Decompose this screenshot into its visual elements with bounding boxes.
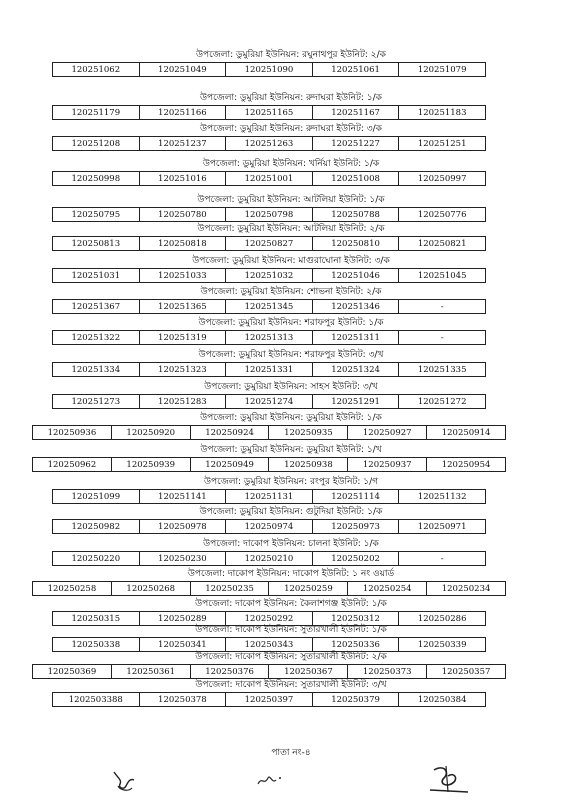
- id-cell: 120251008: [313, 172, 400, 185]
- id-cell: 120251016: [140, 172, 227, 185]
- id-row: [52, 489, 486, 504]
- id-cell: 120251079: [417, 65, 467, 75]
- id-cell: 120250949: [191, 458, 270, 471]
- id-cell: 120251345: [226, 300, 313, 313]
- id-cell: 120250361: [112, 665, 191, 678]
- id-cell: 120250971: [417, 522, 467, 532]
- id-cell: 120251291: [313, 395, 400, 408]
- section-header: উপজেলা: ডুমুরিয়া ইউনিয়ন: মাগুরাঘোনা ইউনিট: ৩/ক: [192, 256, 390, 266]
- section-header: উপজেলা: ডুমুরিয়া ইউনিয়ন: খর্নিয়া ইউনিট: ১/ক: [202, 159, 380, 169]
- id-row: [52, 519, 486, 534]
- id-cell: 120250974: [226, 520, 313, 533]
- section-header: উপজেলা: দাকোপ ইউনিয়ন: সুতারখালী ইউনিট: ১/ক: [195, 625, 387, 635]
- id-cell: 120250369: [33, 665, 112, 678]
- id-row: [32, 457, 506, 472]
- id-cell: 120251367: [53, 300, 140, 313]
- id-cell: 120250780: [140, 208, 227, 221]
- section-header: উপজেলা: ডুমুরিয়া ইউনিয়ন: রুদাঘরা ইউনিট: ৩/ক: [200, 124, 382, 134]
- id-cell: 120250289: [140, 612, 227, 625]
- id-cell: 120250397: [226, 693, 313, 706]
- id-cell: 120251179: [53, 106, 140, 119]
- section-header: উপজেলা: ডুমুরিয়া ইউনিয়ন: রঘুনাথপুর ইউনিট: ২/ক: [196, 50, 386, 60]
- id-cell: 120251251: [417, 139, 467, 149]
- id-cell: 120250938: [269, 458, 348, 471]
- id-cell: 120250914: [441, 428, 491, 438]
- id-cell: 120251090: [226, 63, 313, 76]
- id-row: [52, 236, 486, 251]
- section-header: উপজেলা: দাকোপ ইউনিয়ন: দাকোপ ইউনিট: ১ নং ওয়ার্ড: [187, 569, 395, 579]
- id-cell: 120250924: [191, 426, 270, 439]
- id-row: [32, 581, 506, 596]
- id-cell: 120251319: [140, 331, 227, 344]
- id-cell: 120250258: [33, 582, 112, 595]
- id-cell: 120250202: [313, 552, 400, 565]
- id-cell: 120250268: [112, 582, 191, 595]
- section-header: উপজেলা: ডুমুরিয়া ইউনিয়ন: আটলিয়া ইউনিট: ২/ক: [197, 224, 385, 234]
- section-header: উপজেলা: ডুমুরিয়া ইউনিয়ন: সাহস ইউনিট: ৩/খ: [204, 382, 378, 392]
- id-cell: 120251334: [53, 363, 140, 376]
- signature-left: [108, 768, 144, 794]
- id-cell: 120250234: [441, 584, 491, 594]
- id-cell: 120251322: [53, 331, 140, 344]
- id-row: [52, 551, 486, 566]
- section-header: উপজেলা: ডুমুরিয়া ইউনিয়ন: রুদাঘরা ইউনিট: ১/ক: [200, 93, 382, 103]
- id-cell: 120250286: [417, 614, 467, 624]
- id-cell: 120250978: [140, 520, 227, 533]
- id-cell: 120250788: [313, 208, 400, 221]
- id-cell: 120251131: [226, 490, 313, 503]
- id-cell: 120251166: [140, 106, 227, 119]
- id-cell: 120250827: [226, 237, 313, 250]
- id-cell: -: [440, 302, 444, 312]
- id-cell: 120250982: [53, 520, 140, 533]
- section-header: উপজেলা: ডুমুরিয়া ইউনিয়ন: ডুমুরিয়া ইউনিট: ১/ক: [200, 413, 382, 423]
- section-header: উপজেলা: ডুমুরিয়া ইউনিয়ন: শরাফপুর ইউনিট: ১/ক: [198, 318, 384, 328]
- signature-right: [424, 762, 472, 796]
- id-cell: 120250339: [417, 640, 467, 650]
- id-row: [52, 171, 486, 186]
- id-cell: 120250776: [417, 210, 467, 220]
- id-cell: 120250292: [226, 612, 313, 625]
- id-cell: 120250341: [140, 638, 227, 651]
- id-cell: 120250357: [441, 667, 491, 677]
- id-cell: 120251114: [313, 490, 400, 503]
- id-cell: 120250220: [53, 552, 140, 565]
- id-row: [52, 362, 486, 377]
- id-cell: 120250997: [417, 174, 467, 184]
- id-cell: 120250336: [313, 638, 400, 651]
- id-cell: 120251183: [417, 108, 467, 118]
- id-cell: 120251165: [226, 106, 313, 119]
- id-cell: 120250379: [313, 693, 400, 706]
- id-cell: 120251313: [226, 331, 313, 344]
- id-cell: 120251049: [140, 63, 227, 76]
- section-header: উপজেলা: ডুমুরিয়া ইউনিয়ন: গুটুদিয়া ইউনিট: ১/ক: [199, 507, 383, 517]
- id-row: [32, 664, 506, 679]
- id-row: [52, 637, 486, 652]
- id-cell: 120250235: [191, 582, 270, 595]
- id-cell: 120250810: [313, 237, 400, 250]
- id-cell: 120251331: [226, 363, 313, 376]
- id-cell: 120250315: [53, 612, 140, 625]
- id-row: [52, 299, 486, 314]
- id-cell: 120250821: [417, 239, 467, 249]
- id-cell: 120250813: [53, 237, 140, 250]
- id-cell: 120250343: [226, 638, 313, 651]
- signature-middle: [254, 770, 286, 790]
- section-header: উপজেলা: ডুমুরিয়া ইউনিয়ন: শোভনা ইউনিট: ২/ক: [200, 287, 382, 297]
- section-header: উপজেলা: দাকোপ ইউনিয়ন: কৈলাশগঞ্জ ইউনিট: ১/ক: [195, 599, 387, 609]
- section-header: উপজেলা: দাকোপ ইউনিয়ন: চালনা ইউনিট: ১/ক: [203, 539, 379, 549]
- id-cell: 120251237: [140, 137, 227, 150]
- id-cell: 120250962: [33, 458, 112, 471]
- id-row: [52, 692, 486, 707]
- id-cell: 120250954: [441, 460, 491, 470]
- id-row: [52, 330, 486, 345]
- id-cell: 120251045: [417, 271, 467, 281]
- id-cell: 120251365: [140, 300, 227, 313]
- section-header: উপজেলা: দাকোপ ইউনিয়ন: সুতারখালী ইউনিট: ৩/খ: [195, 680, 387, 690]
- id-row: [52, 136, 486, 151]
- section-header: উপজেলা: ডুমুরিয়া ইউনিয়ন: ডুমুরিয়া ইউনিট: ১/খ: [200, 445, 382, 455]
- section-header: উপজেলা: দাকোপ ইউনিয়ন: সুতারখালী ইউনিট: ২/ক: [195, 652, 387, 662]
- id-cell: 120250230: [140, 552, 227, 565]
- id-cell: 120251061: [313, 63, 400, 76]
- id-cell: 120251141: [140, 490, 227, 503]
- id-cell: 120250378: [140, 693, 227, 706]
- id-row: [32, 425, 506, 440]
- id-cell: 120251167: [313, 106, 400, 119]
- id-cell: 120250936: [33, 426, 112, 439]
- id-cell: 120250998: [53, 172, 140, 185]
- id-cell: 120250259: [269, 582, 348, 595]
- id-cell: 120251273: [53, 395, 140, 408]
- id-cell: 120250384: [417, 695, 467, 705]
- id-cell: 120250376: [191, 665, 270, 678]
- id-cell: 120250920: [112, 426, 191, 439]
- section-header: উপজেলা: ডুমুরিয়া ইউনিয়ন: আটলিয়া ইউনিট: ১/ক: [197, 195, 385, 205]
- id-row: [52, 611, 486, 626]
- id-cell: 120250254: [348, 582, 427, 595]
- id-cell: 120250795: [53, 208, 140, 221]
- section-header: উপজেলা: ডুমুরিয়া ইউনিয়ন: শরাফপুর ইউনিট: ৩/খ: [198, 350, 384, 360]
- id-cell: 120251001: [226, 172, 313, 185]
- id-row: [52, 105, 486, 120]
- id-cell: 120251274: [226, 395, 313, 408]
- section-header: উপজেলা: ডুমুরিয়া ইউনিয়ন: রংপুর ইউনিট: ১/গ: [203, 477, 379, 487]
- id-cell: 120251283: [140, 395, 227, 408]
- id-cell: 120250338: [53, 638, 140, 651]
- id-cell: 120250973: [313, 520, 400, 533]
- id-cell: 120251263: [226, 137, 313, 150]
- id-cell: 120251323: [140, 363, 227, 376]
- id-row: [52, 268, 486, 283]
- id-cell: 120251132: [417, 492, 467, 502]
- id-cell: 120251032: [226, 269, 313, 282]
- id-cell: 120250373: [348, 665, 427, 678]
- id-cell: 120250937: [348, 458, 427, 471]
- id-row: [52, 394, 486, 409]
- id-cell: 120251099: [53, 490, 140, 503]
- id-cell: 120251272: [417, 397, 467, 407]
- id-cell: 120251346: [313, 300, 400, 313]
- id-cell: 120250927: [348, 426, 427, 439]
- id-cell: 120251208: [53, 137, 140, 150]
- id-cell: 120251335: [417, 365, 467, 375]
- id-cell: 120251033: [140, 269, 227, 282]
- id-row: [52, 207, 486, 222]
- id-cell: -: [440, 333, 444, 343]
- id-cell: 120251062: [53, 63, 140, 76]
- id-cell: 120250935: [269, 426, 348, 439]
- id-cell: 120250818: [140, 237, 227, 250]
- id-cell: 120250210: [226, 552, 313, 565]
- id-cell: 120251324: [313, 363, 400, 376]
- id-row: [52, 62, 486, 77]
- id-cell: 120251031: [53, 269, 140, 282]
- id-cell: 120250367: [269, 665, 348, 678]
- id-cell: 120250798: [226, 208, 313, 221]
- id-cell: 120250312: [313, 612, 400, 625]
- id-cell: 120251311: [313, 331, 400, 344]
- page-number: পাতা নং-৪: [271, 748, 311, 758]
- id-cell: 120251046: [313, 269, 400, 282]
- id-cell: 120251227: [313, 137, 400, 150]
- id-cell: 120250939: [112, 458, 191, 471]
- id-cell: -: [440, 554, 444, 564]
- id-cell: 1202503388: [53, 693, 140, 706]
